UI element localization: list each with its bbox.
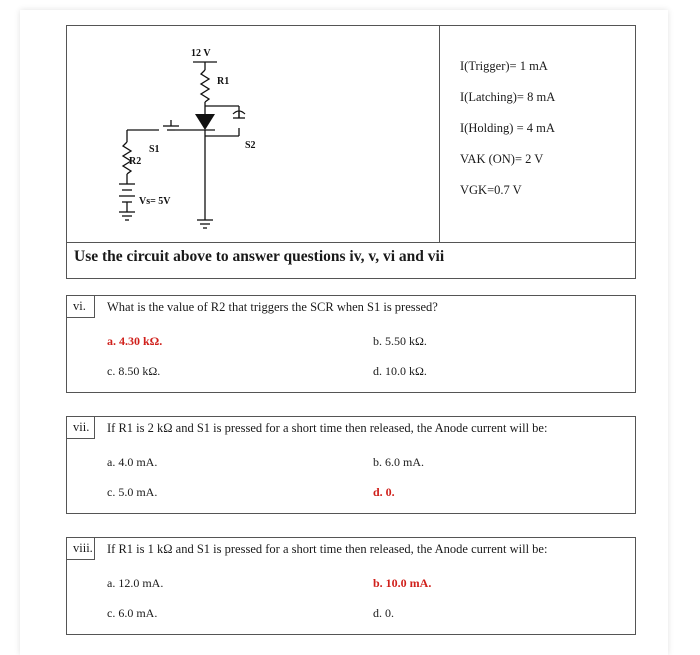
param-holding: I(Holding) = 4 mA [460, 121, 555, 135]
r2-label: R2 [129, 156, 142, 167]
question-text: What is the value of R2 that triggers the SCR when S1 is pressed? [107, 300, 438, 314]
circuit-table [66, 25, 636, 279]
table-divider-vertical [439, 26, 440, 242]
s2-label: S2 [245, 140, 256, 151]
question-vi [66, 295, 636, 393]
question-vii [66, 416, 636, 514]
supply-label: 12 V [191, 48, 211, 59]
param-vak: VAK (ON)= 2 V [460, 152, 544, 166]
scr-circuit-diagram [67, 26, 439, 242]
option-c[interactable]: c. 5.0 mA. [107, 485, 158, 499]
option-a[interactable]: a. 4.30 kΩ. [107, 334, 163, 348]
vs-label: Vs= 5V [139, 196, 171, 207]
instruction-text: Use the circuit above to answer questions iv, v, vi and vii [74, 248, 445, 265]
option-a[interactable]: a. 4.0 mA. [107, 455, 158, 469]
s1-label: S1 [149, 144, 160, 155]
r1-label: R1 [217, 76, 230, 87]
option-b[interactable]: b. 5.50 kΩ. [373, 334, 427, 348]
question-number: vii. [67, 417, 95, 439]
option-b[interactable]: b. 6.0 mA. [373, 455, 424, 469]
option-d[interactable]: d. 0. [373, 606, 394, 620]
question-number: vi. [67, 296, 95, 318]
option-c[interactable]: c. 6.0 mA. [107, 606, 158, 620]
question-text: If R1 is 2 kΩ and S1 is pressed for a short time then released, the Anode current will be: [107, 421, 548, 435]
question-viii [66, 537, 636, 635]
option-d[interactable]: d. 10.0 kΩ. [373, 364, 427, 378]
table-divider-horizontal [67, 242, 635, 243]
question-text: If R1 is 1 kΩ and S1 is pressed for a short time then released, the Anode current will be: [107, 542, 548, 556]
option-a[interactable]: a. 12.0 mA. [107, 576, 164, 590]
param-vgk: VGK=0.7 V [460, 183, 522, 197]
question-number: viii. [67, 538, 95, 560]
scr-symbol [195, 114, 215, 130]
param-trigger: I(Trigger)= 1 mA [460, 59, 548, 73]
option-c[interactable]: c. 8.50 kΩ. [107, 364, 161, 378]
option-b[interactable]: b. 10.0 mA. [373, 576, 432, 590]
option-d[interactable]: d. 0. [373, 485, 395, 499]
param-latching: I(Latching)= 8 mA [460, 90, 556, 104]
r1-resistor [201, 70, 209, 102]
